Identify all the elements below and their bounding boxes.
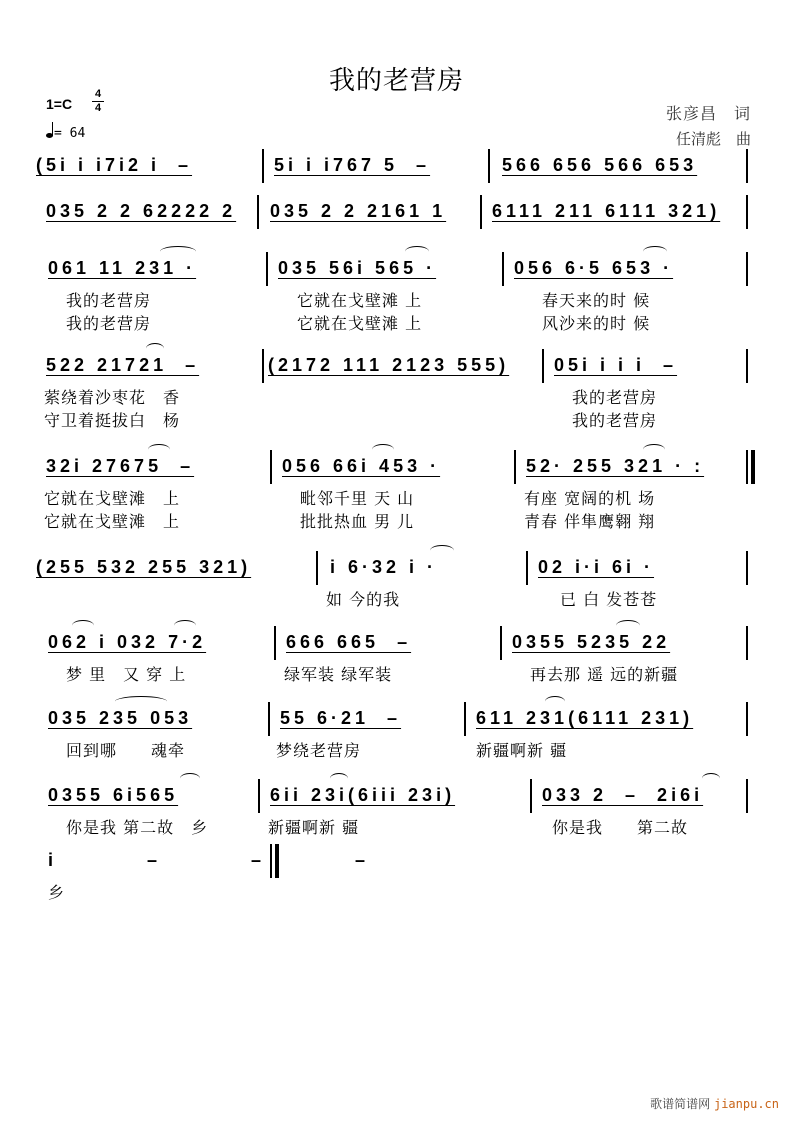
lyric-line-1: 毗邻千里 天 山 [300, 489, 415, 508]
repeat-end-bar [746, 450, 755, 484]
measure: 035 56i 565 · [278, 258, 437, 278]
time-signature [92, 89, 104, 114]
measure: 55 6·21 – [280, 708, 402, 728]
bar-line [746, 252, 748, 286]
lyric-line-1: 梦绕老营房 [276, 741, 362, 760]
lyric-line-1: 有座 宽阔的机 场 [524, 489, 656, 508]
lyric-line-1: 春天来的时 候 [542, 291, 651, 310]
slur [180, 773, 200, 784]
bar-line [746, 149, 748, 183]
lyric-line-1: 新疆啊新 疆 [268, 818, 360, 837]
lyric-line-1: 乡 [48, 883, 66, 902]
lyric-line-1: 回到哪 魂牵 [66, 741, 186, 760]
lyric-line-1: 萦绕着沙枣花 香 [44, 388, 181, 407]
slur [643, 246, 667, 257]
slur [174, 620, 196, 631]
slur [72, 620, 94, 631]
song-title: 我的老营房 [328, 66, 464, 96]
lyric-line-2: 它就在戈壁滩 上 [44, 512, 181, 531]
measure: 035 2 2 2161 1 [270, 201, 447, 221]
slur [702, 773, 720, 784]
measure: 5i i i767 5 – [274, 155, 431, 175]
measure: i – – – [48, 850, 394, 870]
measure: 611 231(6111 231) [476, 708, 694, 728]
lyric-line-2: 我的老营房 [572, 411, 658, 430]
measure: 035 2 2 62222 2 [46, 201, 237, 221]
lyric-line-2: 它就在戈壁滩 上 [297, 314, 423, 333]
bar-line [464, 702, 466, 736]
measure: (5i i i7i2 i – [36, 155, 193, 175]
slur [115, 696, 167, 707]
bar-line [746, 195, 748, 229]
measure: 056 66i 453 · [282, 456, 441, 476]
bar-line [488, 149, 490, 183]
lyric-line-1: 它就在戈壁滩 上 [44, 489, 181, 508]
measure: 522 21721 – [46, 355, 200, 375]
lyricist-credit: 张彦昌 词 [665, 104, 751, 123]
bar-line [274, 626, 276, 660]
composer-credit: 任清彪 曲 [675, 130, 751, 148]
slur [160, 246, 196, 257]
measure: 05i i i i – [554, 355, 678, 375]
bar-line [316, 551, 318, 585]
bar-line [530, 779, 532, 813]
measure: 056 6·5 653 · [514, 258, 674, 278]
quarter-note-icon [46, 133, 53, 138]
measure: 061 11 231 · [48, 258, 197, 278]
measure: 033 2 – 2i6i [542, 785, 704, 805]
slur [372, 444, 394, 455]
slur [330, 773, 348, 784]
lyric-line-1: 你是我 第二故 乡 [66, 818, 209, 837]
measure: 566 656 566 653 [502, 155, 698, 175]
tempo-marking: = 64 [46, 126, 85, 141]
measure: i 6·32 i · [330, 557, 438, 577]
slur [146, 343, 164, 354]
bar-line [502, 252, 504, 286]
measure: 6ii 23i(6iii 23i) [270, 785, 456, 805]
key-signature: 1=C [46, 96, 73, 112]
measure: 0355 6i565 [48, 785, 179, 805]
bar-line [746, 626, 748, 660]
slur [616, 620, 640, 631]
measure: 035 235 053 [48, 708, 193, 728]
lyric-line-2: 风沙来的时 候 [542, 314, 651, 333]
slur [545, 696, 565, 707]
bar-line [262, 149, 264, 183]
bar-line [270, 450, 272, 484]
lyric-line-2: 青春 伴隼鹰翱 翔 [524, 512, 656, 531]
measure: 0355 5235 22 [512, 632, 671, 652]
bar-line [480, 195, 482, 229]
bar-line [514, 450, 516, 484]
bar-line [542, 349, 544, 383]
slur [643, 444, 665, 455]
measure: (2172 111 2123 555) [268, 355, 510, 375]
lyric-line-1: 我的老营房 [572, 388, 658, 407]
bar-line [746, 779, 748, 813]
measure: 52· 255 321 · : [526, 456, 705, 476]
slur [405, 246, 429, 257]
watermark: 歌谱简谱网 jianpu.cn [650, 1097, 779, 1111]
final-bar [270, 844, 279, 878]
lyric-line-1: 绿军装 绿军装 [284, 665, 393, 684]
lyric-line-1: 你是我 第二故 [552, 818, 689, 837]
time-signature-top: 4 [94, 88, 102, 100]
time-signature-bottom: 4 [94, 102, 102, 114]
lyric-line-1: 如 今的我 [326, 590, 401, 609]
bar-line [746, 702, 748, 736]
measure: 062 i 032 7·2 [48, 632, 207, 652]
measure: (255 532 255 321) [36, 557, 252, 577]
lyric-line-1: 已 白 发苍苍 [560, 590, 658, 609]
bar-line [257, 195, 259, 229]
measure: 02 i·i 6i · [538, 557, 655, 577]
lyric-line-1: 梦 里 又 穿 上 [66, 665, 187, 684]
lyric-line-1: 新疆啊新 疆 [476, 741, 568, 760]
slur [148, 444, 170, 455]
lyric-line-1: 再去那 遥 远的新疆 [530, 665, 679, 684]
lyric-line-2: 守卫着挺拔白 杨 [44, 411, 181, 430]
lyric-line-1: 它就在戈壁滩 上 [297, 291, 423, 310]
measure: 6111 211 6111 321) [492, 201, 721, 221]
bar-line [266, 252, 268, 286]
bar-line [526, 551, 528, 585]
lyric-line-2: 我的老营房 [66, 314, 152, 333]
bar-line [500, 626, 502, 660]
bar-line [262, 349, 264, 383]
slur [430, 545, 454, 556]
measure: 666 665 – [286, 632, 412, 652]
bar-line [746, 551, 748, 585]
bar-line [746, 349, 748, 383]
bar-line [258, 779, 260, 813]
lyric-line-1: 我的老营房 [66, 291, 152, 310]
lyric-line-2: 批批热血 男 儿 [300, 512, 415, 531]
bar-line [268, 702, 270, 736]
measure: 32i 27675 – [46, 456, 195, 476]
